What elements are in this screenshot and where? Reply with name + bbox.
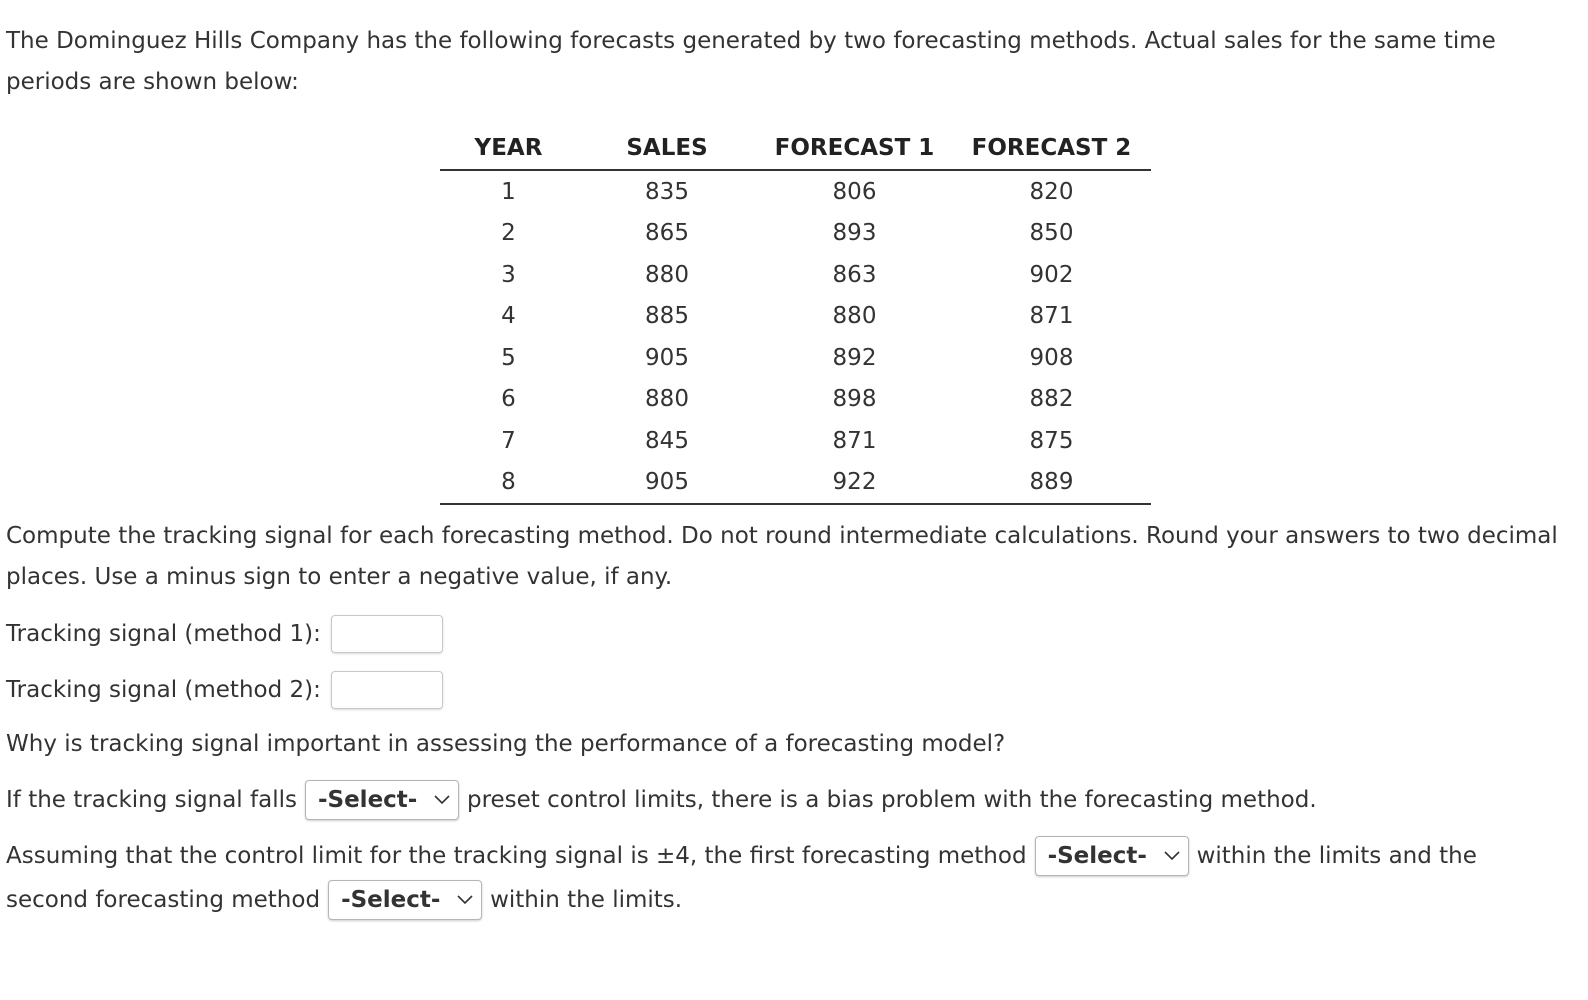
cell-forecast-2: 908 (1029, 344, 1074, 371)
question-row (6, 722, 1005, 766)
method1-row (6, 612, 443, 656)
table-row (440, 420, 1151, 462)
cell-sales: 905 (645, 344, 689, 371)
sentence1-before: If the tracking signal falls (6, 787, 297, 813)
cell-year: 1 (501, 178, 516, 205)
sentence2-line2-row (6, 878, 682, 922)
cell-forecast-1: 863 (832, 261, 877, 288)
table-row (440, 337, 1151, 379)
sentence2-after: within the limits. (490, 887, 683, 913)
cell-sales: 865 (645, 220, 689, 247)
cell-sales: 905 (577, 462, 757, 505)
method1-limits-select[interactable] (1035, 836, 1189, 876)
header-forecast-1: FORECAST 1 (757, 126, 952, 170)
cell-year: 2 (501, 220, 516, 247)
table-header-row (440, 126, 1151, 170)
falls-select-value: -Select- (317, 787, 418, 813)
chevron-down-icon (434, 795, 450, 805)
cell-forecast-2: 875 (1029, 427, 1074, 454)
cell-sales: 845 (645, 427, 689, 454)
method2-input[interactable] (331, 671, 443, 709)
sentence2-middle: within the limits and the (1196, 843, 1477, 869)
cell-forecast-1: 892 (832, 344, 877, 371)
table-row (440, 254, 1151, 296)
table-row (440, 296, 1151, 338)
chevron-down-icon (457, 895, 473, 905)
table-row (440, 213, 1151, 255)
sentence2-row (6, 834, 1477, 878)
cell-sales: 880 (645, 261, 689, 288)
cell-forecast-1: 806 (832, 178, 877, 205)
forecast-table (440, 126, 1151, 505)
table-row (440, 462, 1151, 505)
cell-year: 4 (501, 303, 516, 330)
cell-forecast-2: 882 (1029, 386, 1074, 413)
sentence1-after: preset control limits, there is a bias problem with the forecasting method. (466, 787, 1317, 813)
method2-limits-select-value: -Select- (341, 887, 441, 913)
falls-select[interactable] (305, 780, 459, 820)
cell-forecast-2: 820 (1029, 178, 1074, 205)
cell-forecast-1: 893 (832, 220, 877, 247)
cell-sales: 880 (645, 386, 689, 413)
question-text: Why is tracking signal important in assessing the performance of a forecasting model? (6, 731, 1006, 757)
cell-forecast-2: 850 (1029, 220, 1074, 247)
table-row (440, 170, 1151, 213)
chevron-down-icon (1164, 851, 1180, 861)
instructions-paragraph: Compute the tracking signal for each forecasting method. Do not round intermediate calculations. Round your answers to two decimal places. Use a minus sign to enter a negative value, if any. (6, 523, 1558, 590)
method2-limits-select[interactable] (328, 880, 482, 920)
cell-forecast-1: 871 (832, 427, 877, 454)
cell-forecast-2: 889 (952, 462, 1151, 505)
method2-label: Tracking signal (method 2): (6, 677, 321, 703)
sentence2-line2-before: second forecasting method (6, 887, 321, 913)
cell-year: 5 (501, 344, 516, 371)
cell-forecast-1: 898 (832, 386, 877, 413)
cell-sales: 835 (645, 178, 689, 205)
header-sales: SALES (577, 126, 757, 170)
method1-limits-select-value: -Select- (1047, 843, 1147, 869)
method1-input[interactable] (331, 615, 443, 653)
cell-forecast-2: 902 (1029, 261, 1074, 288)
cell-forecast-1: 880 (832, 303, 877, 330)
header-year: YEAR (440, 126, 577, 170)
method1-label: Tracking signal (method 1): (6, 621, 321, 647)
cell-year: 3 (501, 261, 516, 288)
cell-forecast-1: 922 (757, 462, 952, 505)
sentence1-row (6, 778, 1317, 822)
cell-year: 6 (501, 386, 516, 413)
cell-year: 7 (501, 427, 516, 454)
table-row (440, 379, 1151, 421)
cell-forecast-2: 871 (1029, 303, 1074, 330)
header-forecast-2: FORECAST 2 (952, 126, 1151, 170)
method2-row (6, 668, 443, 712)
sentence2-before: Assuming that the control limit for the tracking signal is ±4, the first forecasting method (6, 843, 1027, 869)
intro-paragraph: The Dominguez Hills Company has the following forecasts generated by two forecasting methods. Actual sales for the same time periods are shown below: (6, 28, 1496, 95)
cell-year: 8 (440, 462, 577, 505)
cell-sales: 885 (645, 303, 689, 330)
